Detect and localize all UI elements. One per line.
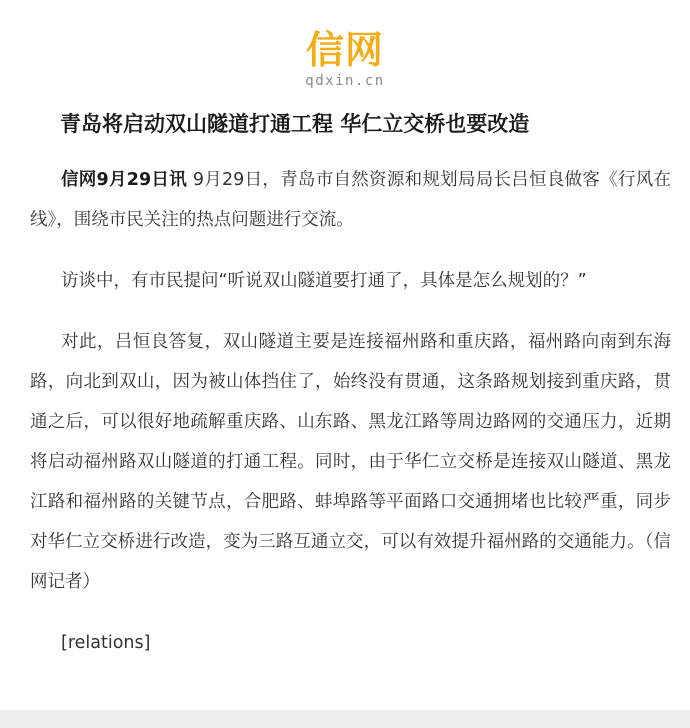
article-paragraph-question: 访谈中，有市民提问“听说双山隧道要打通了，具体是怎么规划的？” bbox=[61, 271, 587, 291]
article-paragraph-intro bbox=[30, 160, 671, 240]
site-domain: qdxin.cn bbox=[305, 73, 385, 89]
site-header bbox=[0, 28, 690, 90]
footer-bar bbox=[0, 710, 690, 728]
relations-placeholder: [relations] bbox=[61, 633, 151, 653]
site-logo[interactable]: 信网 bbox=[305, 28, 384, 72]
article-paragraph-answer: 对此，吕恒良答复，双山隧道主要是连接福州路和重庆路，福州路向南到东海路，向北到双山，因为被山体挡住了，始终没有贯通，这条路规划接到重庆路，贯通之后，可以很好地疏解重庆路、山东路、黑龙江路等周边路网的交通压力，近期将启动福州路双山隧道的打通工程。同时，由于华仁立交桥是连接双山隧道、黑龙江路和福州路的关键节点，合肥路、蚌埠路等平面路口交通拥堵也比较严重，同步对华仁立交桥进行改造，变为三路互通立交，可以有效提升福州路的交通能力。（信网记者） bbox=[30, 332, 671, 592]
paragraph-text: 9月29日，青岛市自然资源和规划局局长吕恒良做客《行风在线》，围绕市民关注的热点问题进行交流。 bbox=[30, 170, 672, 230]
article-title: 青岛将启动双山隧道打通工程 华仁立交桥也要改造 bbox=[60, 112, 530, 136]
source-label: 信网9月29日讯 bbox=[61, 170, 187, 190]
article-body bbox=[30, 160, 671, 684]
